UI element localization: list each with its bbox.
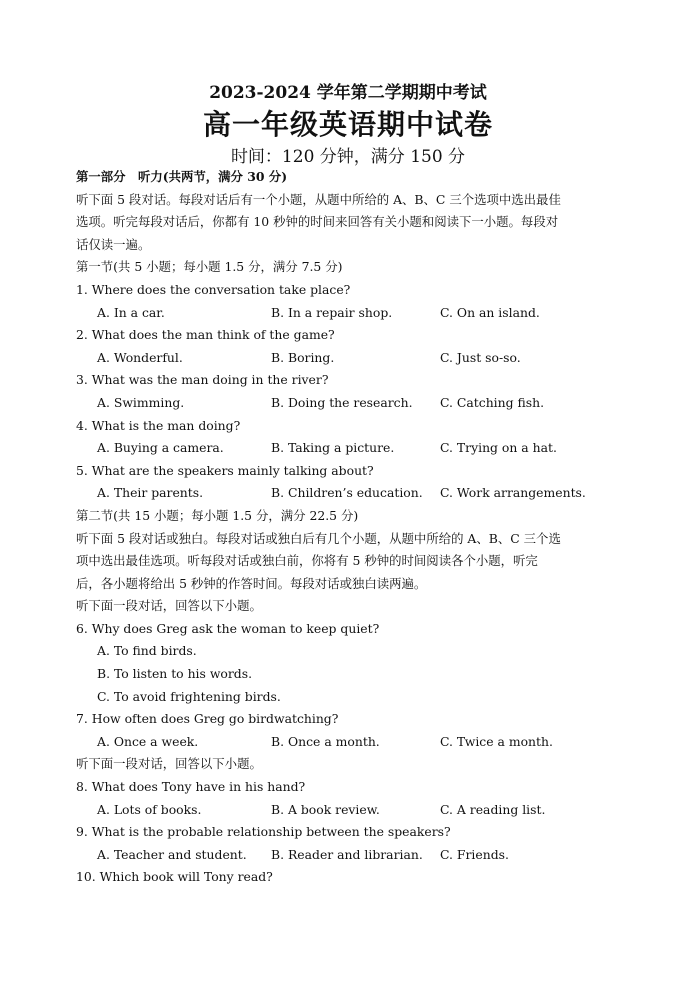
section2-intro-line: 听下面 5 段对话或独白。每段对话或独白后有几个小题，从题中所给的 A、B、C 三个选 xyxy=(76,530,561,546)
option-c: C. Twice a month. xyxy=(440,733,553,749)
section2-heading: 第二节(共 15 小题；每小题 1.5 分，满分 22.5 分) xyxy=(76,507,359,523)
exam-main-title: 高一年级英语期中试卷 xyxy=(202,108,493,141)
option-a: A. Lots of books. xyxy=(97,801,202,817)
question-3-options xyxy=(76,392,621,415)
section1-heading: 第一节(共 5 小题；每小题 1.5 分，满分 7.5 分) xyxy=(76,259,343,275)
dialogue-prompt: 听下面一段对话，回答以下小题。 xyxy=(76,598,262,614)
part1-intro-line: 话仅读一遍。 xyxy=(76,236,151,252)
exam-time-info: 时间：120 分钟，满分 150 分 xyxy=(230,147,466,167)
question-2-stem: 2. What does the man think of the game? xyxy=(76,327,335,343)
option-b: B. To listen to his words. xyxy=(97,666,253,682)
option-a: A. Teacher and student. xyxy=(97,846,247,862)
option-c: C. A reading list. xyxy=(440,801,546,817)
option-c: C. Just so-so. xyxy=(440,349,521,365)
question-1-options xyxy=(76,302,621,325)
option-a: A. Their parents. xyxy=(97,485,204,501)
exam-content xyxy=(76,166,621,889)
question-7-stem: 7. How often does Greg go birdwatching? xyxy=(76,711,339,727)
question-8-options xyxy=(76,799,621,822)
option-c: C. Work arrangements. xyxy=(440,485,586,501)
option-b: B. In a repair shop. xyxy=(271,304,393,320)
dialogue-prompt: 听下面一段对话，回答以下小题。 xyxy=(76,756,262,772)
question-9-options xyxy=(76,844,621,867)
option-b: B. Once a month. xyxy=(271,733,380,749)
option-b: B. Reader and librarian. xyxy=(271,846,423,862)
option-c: C. Catching fish. xyxy=(440,394,545,410)
option-c: C. Friends. xyxy=(440,846,509,862)
option-a: A. Once a week. xyxy=(97,733,199,749)
question-9-stem: 9. What is the probable relationship between the speakers? xyxy=(76,824,451,840)
question-2-options xyxy=(76,347,621,370)
option-c: C. To avoid frightening birds. xyxy=(97,688,281,704)
section2-intro-line: 后，各小题将给出 5 秒钟的作答时间。每段对话或独白读两遍。 xyxy=(76,575,427,591)
question-6-stem: 6. Why does Greg ask the woman to keep quiet? xyxy=(76,620,380,636)
option-a: A. Buying a camera. xyxy=(97,440,224,456)
question-5-stem: 5. What are the speakers mainly talking about? xyxy=(76,462,374,478)
section2-intro-line: 项中选出最佳选项。听每段对话或独白前，你将有 5 秒钟的时间阅读各个小题，听完 xyxy=(76,553,538,569)
option-a: A. To find birds. xyxy=(97,643,197,659)
question-1-stem: 1. Where does the conversation take place? xyxy=(76,281,351,297)
option-a: A. Wonderful. xyxy=(97,349,183,365)
question-7-options xyxy=(76,731,621,754)
question-3-stem: 3. What was the man doing in the river? xyxy=(76,372,329,388)
option-b: B. Children’s education. xyxy=(271,485,423,501)
option-b: B. Doing the research. xyxy=(271,394,413,410)
option-c: C. Trying on a hat. xyxy=(440,440,557,456)
option-b: B. A book review. xyxy=(271,801,380,817)
option-b: B. Taking a picture. xyxy=(271,440,395,456)
option-a: A. In a car. xyxy=(97,304,165,320)
question-8-stem: 8. What does Tony have in his hand? xyxy=(76,779,306,795)
question-5-options xyxy=(76,482,621,505)
question-10-stem: 10. Which book will Tony read? xyxy=(76,869,273,885)
question-4-options xyxy=(76,437,621,460)
option-b: B. Boring. xyxy=(271,349,335,365)
part1-heading: 第一部分 听力(共两节，满分 30 分) xyxy=(76,169,288,184)
question-4-stem: 4. What is the man doing? xyxy=(76,417,241,433)
option-a: A. Swimming. xyxy=(97,394,185,410)
part1-intro-line: 选项。听完每段对话后，你都有 10 秒钟的时间来回答有关小题和阅读下一小题。每段对 xyxy=(76,214,559,230)
part1-intro-line: 听下面 5 段对话。每段对话后有一个小题，从题中所给的 A、B、C 三个选项中选出最佳 xyxy=(76,191,561,207)
option-c: C. On an island. xyxy=(440,304,540,320)
exam-term-title: 2023-2024 学年第二学期期中考试 xyxy=(209,83,487,103)
